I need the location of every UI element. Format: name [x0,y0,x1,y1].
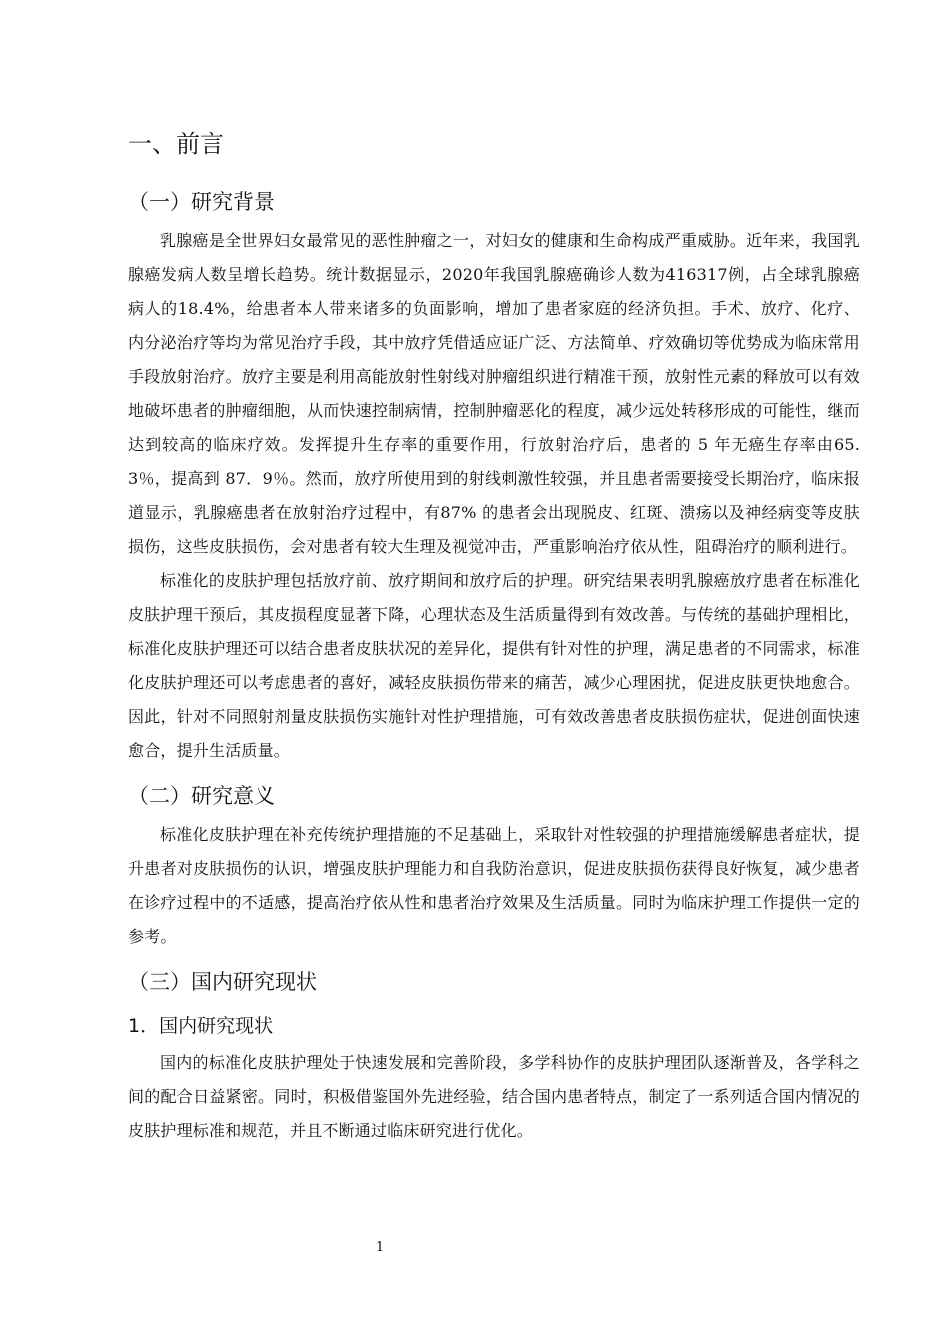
subsection-heading: 1．国内研究现状 [128,1015,274,1037]
section-heading-background: （一）研究背景 [128,190,275,214]
body-paragraph: 标准化皮肤护理在补充传统护理措施的不足基础上，采取针对性较强的护理措施缓解患者症状，提升患者对皮肤损伤的认识，增强皮肤护理能力和自我防治意识，促进皮肤损伤获得良好恢复，减少患者在诊疗过程中的不适感，提高治疗依从性和患者治疗效果及生活质量。同时为临床护理工作提供一定的参考。 [128,825,860,946]
section-heading-domestic-status: （三）国内研究现状 [128,970,317,994]
body-paragraph: 标准化的皮肤护理包括放疗前、放疗期间和放疗后的护理。研究结果表明乳腺癌放疗患者在标准化皮肤护理干预后，其皮损程度显著下降，心理状态及生活质量得到有效改善。与传统的基础护理相比，标准化皮肤护理还可以结合患者皮肤状况的差异化，提供有针对性的护理，满足患者的不同需求，标准化皮肤护理还可以考虑患者的喜好，减轻皮肤损伤带来的痛苦，减少心理困扰，促进皮肤更快地愈合。因此，针对不同照射剂量皮肤损伤实施针对性护理措施，可有效改善患者皮肤损伤症状，促进创面快速愈合，提升生活质量。 [128,571,860,760]
section-heading-significance: （二）研究意义 [128,784,275,808]
chapter-heading: 一、前言 [128,130,224,158]
page-number: 1 [375,1240,385,1255]
body-paragraph: 国内的标准化皮肤护理处于快速发展和完善阶段，多学科协作的皮肤护理团队逐渐普及，各学科之间的配合日益紧密。同时，积极借鉴国外先进经验，结合国内患者特点，制定了一系列适合国内情况的皮肤护理标准和规范，并且不断通过临床研究进行优化。 [128,1053,860,1140]
document-body [128,124,860,1148]
body-paragraph: 乳腺癌是全世界妇女最常见的恶性肿瘤之一，对妇女的健康和生命构成严重威胁。近年来，我国乳腺癌发病人数呈增长趋势。统计数据显示，2020年我国乳腺癌确诊人数为416317例，占全球乳腺癌病人的18.4%，给患者本人带来诸多的负面影响，增加了患者家庭的经济负担。手术、放疗、化疗、内分泌治疗等均为常见治疗手段，其中放疗凭借适应证广泛、方法简单、疗效确切等优势成为临床常用手段放射治疗。放疗主要是利用高能放射性射线对肿瘤组织进行精准干预，放射性元素的释放可以有效地破坏患者的肿瘤细胞，从而快速控制病情，控制肿瘤恶化的程度，减少远处转移形成的可能性，继而达到较高的临床疗效。发挥提升生存率的重要作用，行放射治疗后，患者的 5 年无癌生存率由65.3％，提高到 87．9％。然而，放疗所使用到的射线刺激性较强，并且患者需要接受长期治疗，临床报道显示，乳腺癌患者在放射治疗过程中，有87% 的患者会出现脱皮、红斑、溃疡以及神经病变等皮肤损伤，这些皮肤损伤，会对患者有较大生理及视觉冲击，严重影响治疗依从性，阻碍治疗的顺利进行。 [128,231,860,556]
